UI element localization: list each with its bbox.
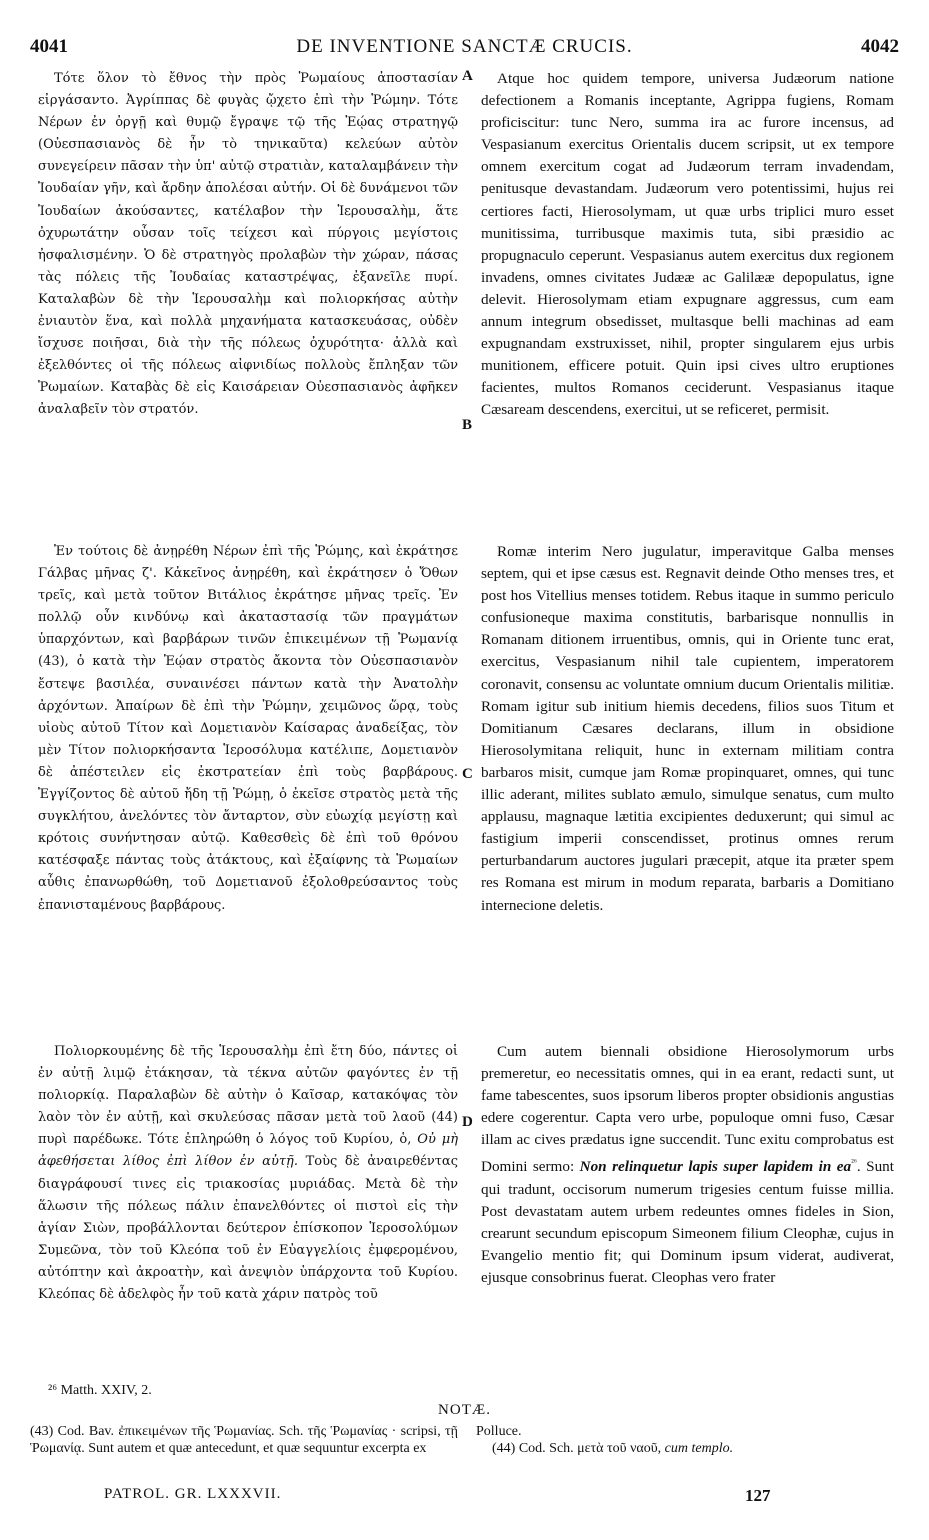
greek-text-3 <box>38 1041 458 1306</box>
left-column-number: 4041 <box>30 36 68 57</box>
greek-footnote: ²⁶ Matth. XXIV, 2. <box>48 1383 152 1398</box>
margin-letter-d: D <box>462 1114 473 1130</box>
page-title: DE INVENTIONE SANCTÆ CRUCIS. <box>296 36 633 57</box>
margin-letter-c: C <box>462 766 473 782</box>
note-43-continued: Polluce. <box>476 1424 522 1439</box>
latin-text-2: Romæ interim Nero jugulatur, imperavitque Galba menses septem, qui et ipse cæsus est. Regnavit deinde Otho menses tres, et post hos Vitellius menses totidem. Rebus itaque in summo periculo confusioneque maxima constitutis, barbarisque nonnullis in Romanam ditionem irruentibus, omnis, qui in Oriente tunc erat, exercitus, Vespasianum nihil tale cupientem, imperatorem coronavit, consensu ac voluntate omnium ducum Orientalis militiæ. Romam igitur sub initium hiemis decedens, filios suos Titum et Domitianum Cæsares declarans, illum in obsidione Hierosolymitana reliquit, hunc in externam militiam contra barbaros misit, cumque jam Romæ propinquaret, omnes, qui tunc illic aderant, milites sublato æmulo, simulque senatus, cum multo applausu, magnaque lætitia excipientes deduxerunt; qui simul ac fastigium imperii conscendisset, protinus omnes rerum perturbandarum auctores jugulari præcepit, atque ita præter spem res Romana est mirum in modum reparata, barbaris a Domitiano internecione deletis. <box>481 543 894 914</box>
right-column-number: 4042 <box>861 36 899 57</box>
latin-text-3 <box>481 1041 894 1289</box>
greek-scripture-quote: Οὐ μὴ ἀφεθήσεται λίθος ἐπὶ λίθον ἐν αὐτῇ. <box>38 1132 458 1170</box>
latin-paragraph-1 <box>481 68 894 422</box>
margin-letter-b: B <box>462 417 473 433</box>
notes-heading: NOTÆ. <box>438 1402 491 1418</box>
greek-text-3b: Τοὺς δὲ ἀναιρεθέντας διαγράφουσί τινες εἰς τριακοσίας μυριάδας. Μετὰ δὲ τὴν ἅλωσιν τῆς πόλεως πάλιν ἐπανελθόντες οἱ πιστοὶ εἰς τὴν ἁγίαν Σιὼν, προβάλλονται δεύτερον ἐπίσκοπον Ἱεροσολύμων Συμεῶνα, τὸν τοῦ Κλεόπα τοῦ ἐν Εὐαγγελίοις ἐμφερομένου, αὐτόπτην καὶ ἀκροατὴν, καὶ ἀνεψιὸν ὑπάρχοντα τοῦ Κυρίου. Κλεόπας δὲ ἀδελφὸς ἦν τοῦ κατὰ χάριν πατρὸς τοῦ <box>38 1154 458 1303</box>
footer-page-number: 127 <box>745 1486 771 1505</box>
latin-paragraph-2 <box>481 541 894 917</box>
running-header <box>30 36 899 62</box>
greek-text-2: Ἐν τούτοις δὲ ἀνῃρέθη Νέρων ἐπὶ τῆς Ῥώμης, καὶ ἐκράτησε Γάλβας μῆνας ζ'. Κἀκεῖνος ἀνῃρέθη, καὶ ἐκράτησεν ὁ Ὄθων τρεῖς, καὶ μετὰ τοῦτον Βιτάλιος ἐκράτησε μῆνας τρεῖς. Ἐν πολλῷ οὖν κινδύνῳ καὶ ἀκαταστασίᾳ τῶν πραγμάτων ὑπαρχόντων, καὶ βαρβάρων τινῶν ἐπικειμένων τῇ Ῥωμανίᾳ (43), ὁ κατὰ τὴν Ἐῴαν στρατὸς ἄκοντα τὸν Οὐεσπασιανὸν ἔστεψε βασιλέα, συναινέσει πάντων κατὰ τὴν Ἀνατολὴν ἀρχόντων. Ἀπαίρων δὲ ἐπὶ τὴν Ῥώμην, χειμῶνος ὥρᾳ, τοὺς υἱοὺς αὐτοῦ Τίτον καὶ Δομετιανὸν Καίσαρας ἀναδείξας, τὸν μὲν Τίτον πολιορκήσαντα Ἱεροσόλυμα κατέλιπε, Δομετιανὸν δὲ ἀπέστειλεν εἰς ἐκστρατείαν ἐπὶ τοὺς βαρβάρους. Ἐγγίζοντος δὲ αὐτοῦ ἤδη τῇ Ῥώμῃ, ὁ ἐκεῖσε στρατὸς μετὰ τῆς συγκλήτου, ἀνελόντες τὸν ἄνταρτον, σὺν εὐωχίᾳ μεγίστῃ καὶ κρότοις συνήντησαν αὐτῷ. Καθεσθεὶς δὲ ἐπὶ τοῦ θρόνου κατέσφαξε πάντας τοὺς ἀτάκτους, καὶ ἐξαίφνης τὰ Ῥωμαίων αὖθις ἐπανωρθώθη, τοῦ Δομετιανοῦ ἐξολοθρεύσαντος τοὺς ἐπανισταμένους βαρβάρους. <box>38 544 458 913</box>
note-44-italic: cum templo. <box>664 1441 734 1456</box>
note-43: (43) Cod. Bav. ἐπικειμένων τῆς Ῥωμανίας. Sch. τῆς Ῥωμανίας · scripsi, τῇ Ῥωμανίᾳ. Sunt autem et quæ antecedunt, et quæ sequuntur excerpta ex <box>30 1424 458 1456</box>
greek-paragraph-3 <box>38 1041 458 1306</box>
margin-letter-a: A <box>462 68 473 84</box>
latin-text-1: Atque hoc quidem tempore, universa Judæorum natione defectionem a Romanis inceptante, Agrippa fugiens, Romam proficiscitur: tunc Nero, summa ira ac furore incensus, ad Vespasianum exercitus Orientalis ducem scripsit, ut ex tempore omnem exercitum cogat ad Judæorum terram invadendam, penitusque devastandam. Judæorum vero potentissimi, hujus rei certiores facti, Hierosolymam, ut quæ urbs triplici muro esset munitissima, turribusque maximis tuta, sibi præsidio ac propugnaculo ceperunt. Vespasianus autem exercitus dux regionem invadens, omnes civitates Judææ ac Galilææ depopulatus, igne delevit. Hierosolymam etiam expugnare aggressus, cum eam annum integrum obsedisset, multasque belli machinas ad eam expugnandam exstruxisset, nihil, propter singularem ejus urbis munitionem, efficere potuit. Quin ipsi cives ultro eruptiones facientes, multos Romanos ceciderunt. Vespasianus itaque Cæsaream descendens, exercitui, ut se reficeret, permisit. <box>481 70 894 419</box>
latin-paragraph-3 <box>481 1041 894 1289</box>
notes-right <box>476 1423 896 1457</box>
latin-text-3a: Cum autem biennali obsidione Hierosolymorum urbs premeretur, eo necessitatis omnes, qui in ea erant, redacti sunt, ut fame tabescentes, suos ipsorum liberos propter obsidionis angustias edere cogerentur. Capta vero urbe, populoque omni fuso, Cæsar illam ac cives prædatus igne succendit. Tunc exitu comprobatus est Domini sermo: <box>481 1043 894 1176</box>
greek-text-3a: Πολιορκουμένης δὲ τῆς Ἱερουσαλὴμ ἐπὶ ἔτη δύο, πάντες οἱ ἐν αὐτῇ λιμῷ ἐτάκησαν, τὰ τέκνα αὐτῶν φαγόντες ἐν τῇ πολιορκίᾳ. Παραλαβὼν δὲ αὐτὴν ὁ Καῖσαρ, κατακόψας τὸν λαὸν τὸν ἐν αὐτῇ, καὶ σκυλεύσας πᾶσαν μετὰ τοῦ λαοῦ (44) πυρὶ παρέδωκε. Τότε ἐπληρώθη ὁ λόγος τοῦ Κυρίου, ὁ, <box>38 1044 458 1148</box>
latin-text-3b: . Sunt qui tradunt, occisorum numerum trigesies centum fuisse millia. Post devastatam autem urbem redeuntes omnes fideles in Sion, crearunt secundum episcopum Simeonem filium Cleophæ, cujus in Evangelio mentio fit; qui Dominum ipsum viderat, audiverat, ejusque consobrinus fuerat. Cleophas vero frater <box>481 1158 894 1286</box>
note-44-text: (44) Cod. Sch. μετὰ τοῦ ναοῦ, <box>492 1441 665 1456</box>
latin-footnote-ref: ²⁶ <box>851 1157 857 1168</box>
footer-series: PATROL. GR. LXXXVII. <box>104 1486 282 1502</box>
greek-text-1: Τότε ὅλον τὸ ἔθνος τὴν πρὸς Ῥωμαίους ἀποστασίαν εἰργάσαντο. Ἀγρίππας δὲ φυγὰς ᾤχετο ἐπὶ τὴν Ῥώμην. Τότε Νέρων ἐν ὀργῇ καὶ θυμῷ ἔγραψε τῷ τῆς Ἐῴας στρατηγῷ (Οὐεσπασιανὸς δὲ ἦν τὸ τηνικαῦτα) κελεύων αὐτὸν συνεγείρειν πᾶσαν τὴν ὑπ' αὐτῷ στρατιὰν, καταλαμβάνειν τὴν Ἰουδαίαν γῆν, καὶ ἄρδην ἀπολέσαι αὐτήν. Οἱ δὲ δυνάμενοι τῶν Ἰουδαίων ἀκούσαντες, κατέλαβον τὴν Ἱερουσαλὴμ, ἅτε ὀχυρωτάτην οὖσαν τοῖς τείχεσι καὶ πύργοις μεγίστοις ἠσφαλισμένην. Ὁ δὲ στρατηγὸς προλαβὼν τὴν χώραν, πάσας τὰς πόλεις τῆς Ἰουδαίας καταστρέψας, ἐξανεῖλε πυρί. Καταλαβὼν δὲ τὴν Ἱερουσαλὴμ καὶ πολιορκήσας αὐτὴν ἐνιαυτὸν ἕνα, καὶ πολλὰ μηχανήματα κατασκευάσας, οὐδὲν ἴσχυσε ποιῆσαι, διὰ τὴν τῆς πόλεως ὀχυρότητα· ἀλλὰ καὶ ἐξελθόντες οἱ τῆς πόλεως αἰφνιδίως πολλοὺς ἔπληξαν τῶν Ῥωμαίων. Καταβὰς δὲ εἰς Καισάρειαν Οὐεσπασιανὸς ἀφῆκεν ἀναλαβεῖν τὸν στρατόν. <box>38 71 458 418</box>
greek-paragraph-2 <box>38 541 458 917</box>
note-44 <box>476 1440 896 1457</box>
greek-paragraph-1 <box>38 68 458 422</box>
latin-scripture-quote: Non relinquetur lapis super lapidem in ea <box>579 1158 852 1176</box>
